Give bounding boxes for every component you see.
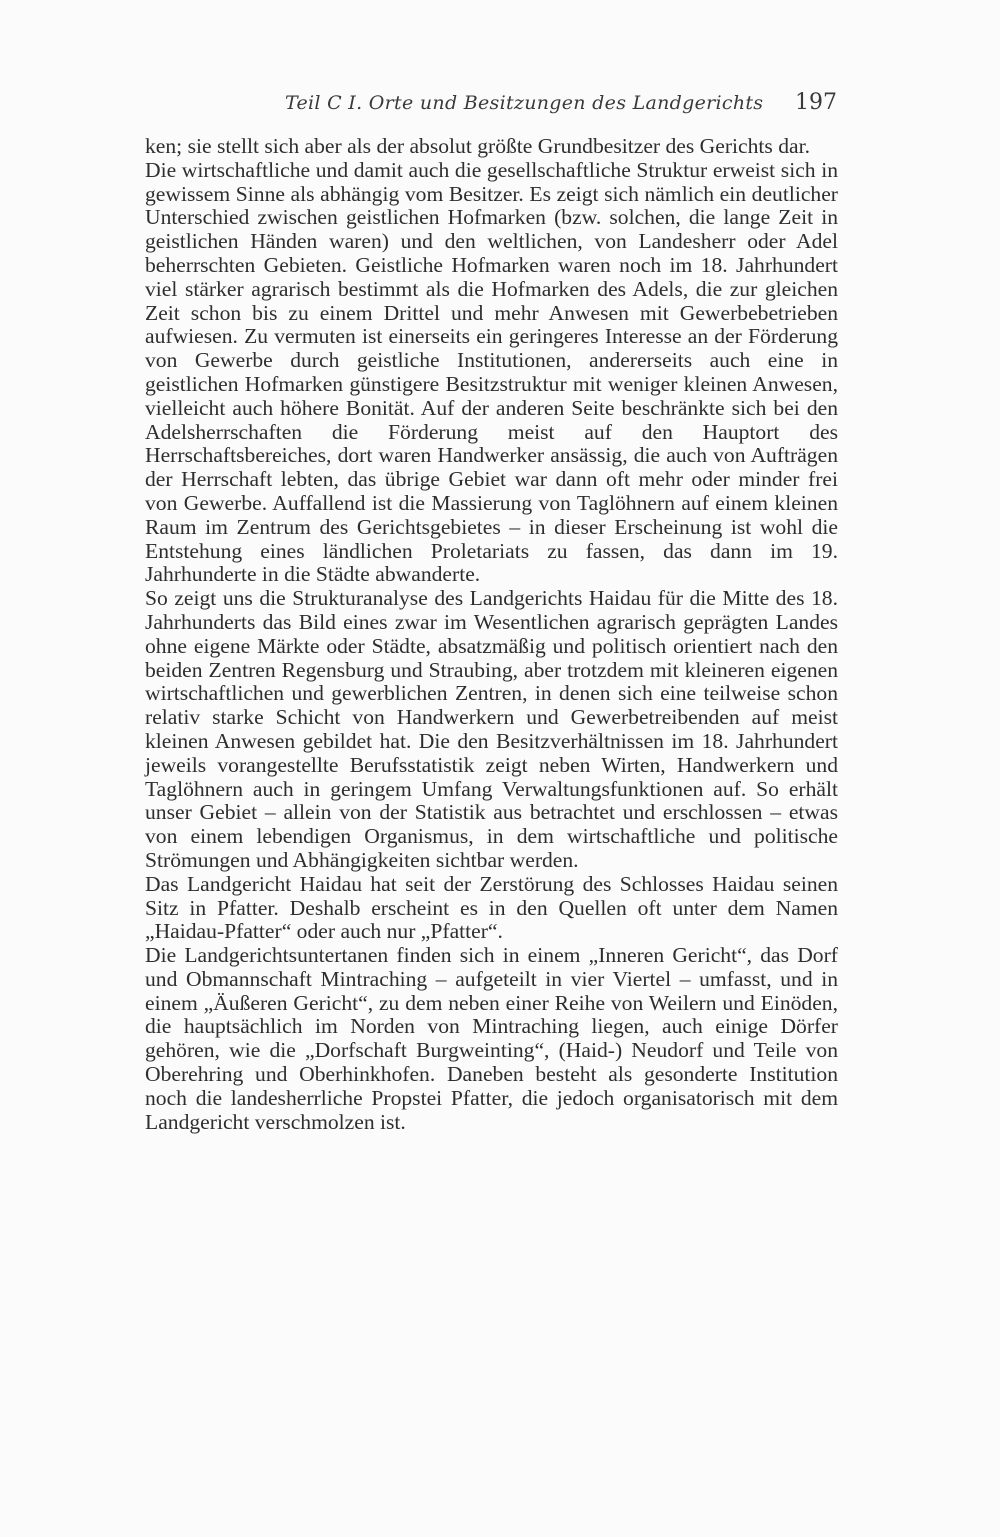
paragraph: ken; sie stellt sich aber als der absolut größte Grundbesitzer des Gerichts dar. bbox=[145, 134, 811, 158]
paragraph: Die wirtschaftliche und damit auch die gesellschaftliche Struktur erweist sich in gewissem Sinne als abhängig vom Besitzer. Es zeigt sich nämlich ein deutlicher Unterschied zwischen geistlichen Hofmarken (bzw. solchen, die lange Zeit in geistlichen Händen waren) und den weltlichen, von Landesherr oder Adel beherrschten Gebieten. Geistliche Hofmarken waren noch im 18. Jahrhundert viel stärker agrarisch bestimmt als die Hofmarken des Adels, die zur gleichen Zeit schon bis zu einem Drittel und mehr Anwesen mit Gewerbebetrieben aufwiesen. Zu vermuten ist einerseits ein geringeres Interesse an der Förderung von Gewerbe durch geistliche Institutionen, andererseits auch eine in geistlichen Hofmarken günstigere Besitzstruktur mit weniger kleinen Anwesen, vielleicht auch höhere Bonität. Auf der anderen Seite beschränkte sich bei den Adelsherrschaften die Förderung meist auf den Hauptort des Herrschaftsbereiches, dort waren Handwerker ansässig, die auch von Aufträgen der Herrschaft lebten, das übrige Gebiet war dann oft mehr oder minder frei von Gewerbe. Auffallend ist die Massierung von Taglöhnern auf einem kleinen Raum im Zentrum des Gerichtsgebietes – in dieser Erscheinung ist wohl die Entstehung eines ländlichen Proletariats zu fassen, das dann im 19. Jahrhunderte in die Städte abwanderte. bbox=[145, 157, 838, 587]
paragraph: Die Landgerichtsuntertanen finden sich in einem „Inneren Gericht“, das Dorf und Obmannschaft Mintraching – aufgeteilt in vier Viertel – umfasst, und in einem „Äußeren Gericht“, zu dem neben einer Reihe von Weilern und Einöden, die hauptsächlich im Norden von Mintraching liegen, auch einige Dörfer gehören, wie die „Dorfschaft Burgweinting“, (Haid-) Neudorf und Teile von Oberehring und Oberhinkhofen. Daneben besteht als gesonderte Institution noch die landesherrliche Propstei Pfatter, die jedoch organisatorisch mit dem Landgericht verschmolzen ist. bbox=[145, 943, 838, 1134]
paragraph: So zeigt uns die Strukturanalyse des Landgerichts Haidau für die Mitte des 18. Jahrhunderts das Bild eines zwar im Wesentlichen agrarisch geprägten Landes ohne eigene Märkte oder Städte, absatzmäßig und politisch orientiert nach den beiden Zentren Regensburg und Straubing, aber trotzdem mit kleineren eigenen wirtschaftlichen und gewerblichen Zentren, in denen sich eine teilweise schon relativ starke Schicht von Handwerkern und Gewerbetreibenden auf meist kleinen Anwesen gebildet hat. Die den Besitzverhältnissen im 18. Jahrhundert jeweils vorangestellte Berufsstatistik zeigt neben Wirten, Handwerkern und Taglöhnern auch in geringem Umfang Verwaltungsfunktionen auf. So erhält unser Gebiet – allein von der Statistik aus betrachtet und erschlossen – etwas von einem lebendigen Organismus, in dem wirtschaftliche und politische Strömungen und Abhängigkeiten sichtbar werden. bbox=[145, 586, 838, 872]
running-head bbox=[145, 92, 837, 124]
paragraph: Das Landgericht Haidau hat seit der Zerstörung des Schlosses Haidau seinen Sitz in Pfatter. Deshalb erscheint es in den Quellen oft unter dem Namen „Haidau-Pfatter“ oder auch nur „Pfatter“. bbox=[145, 871, 838, 944]
running-title: Teil C I. Orte und Besitzungen des Landgerichts bbox=[285, 92, 764, 114]
body-text bbox=[145, 135, 838, 1134]
page-number: 197 bbox=[795, 90, 837, 115]
